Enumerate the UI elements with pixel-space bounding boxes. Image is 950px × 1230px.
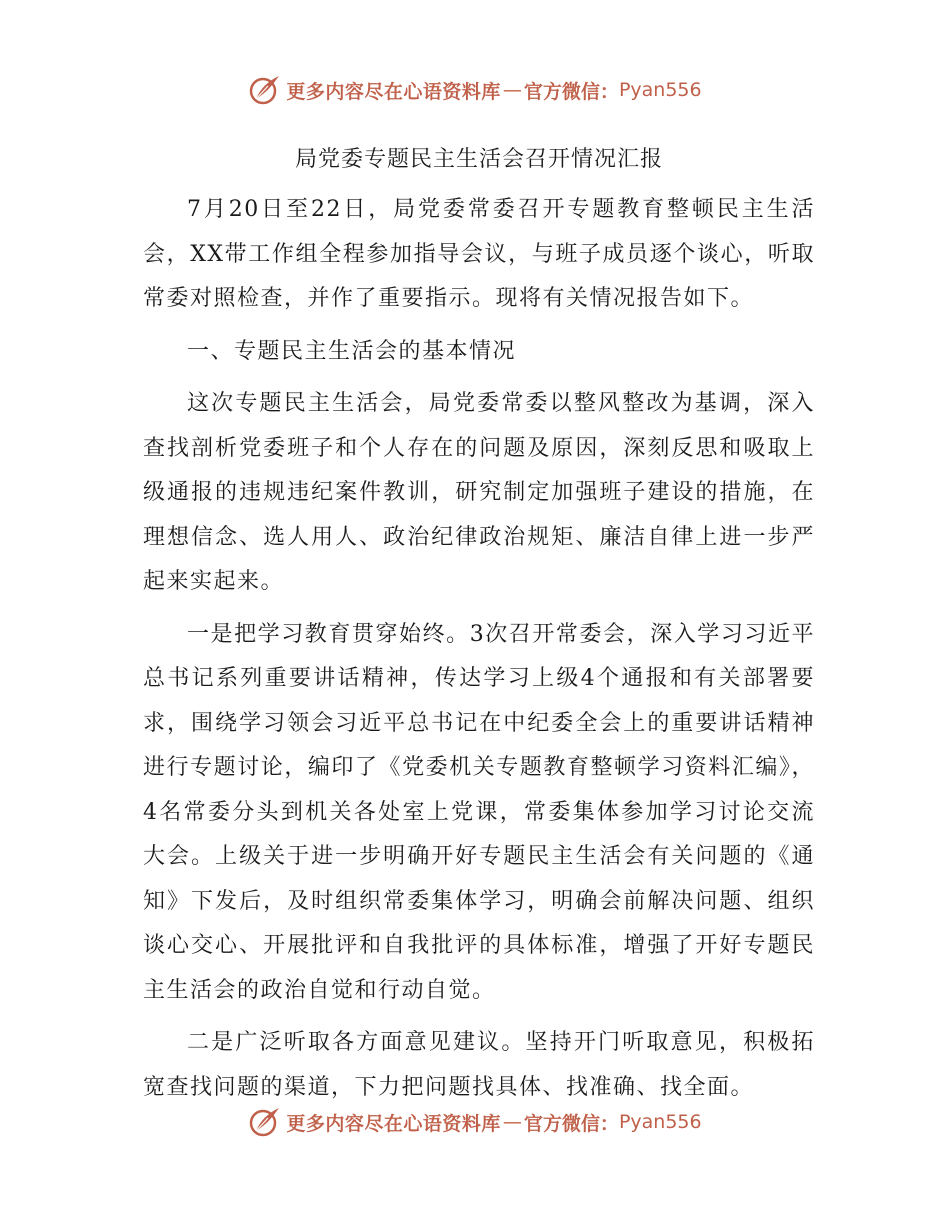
document-body [143,140,815,1118]
banner-site-text: 更多内容尽在心语资料库 [286,80,501,103]
banner-wechat-account: Pyan556 [618,79,702,101]
header-banner [0,68,950,112]
paragraph-opinions: 二是广泛听取各方面意见建议。坚持开门听取意见，积极拓宽查找问题的渠道，下力把问题找具体、找准确、找全面。 [143,1030,815,1100]
feather-pen-logo-icon [248,73,282,107]
footer-banner [0,1100,950,1144]
paragraph-overview: 这次专题民主生活会，局党委常委以整风整改为基调，深入查找剖析党委班子和个人存在的问题及原因，深刻反思和吸取上级通报的违规违纪案件教训，研究制定加强班子建设的措施，在理想信念、选人用人、政治纪律政治规矩、廉洁自律上进一步严起来实起来。 [143,391,815,594]
paragraph-study: 一是把学习教育贯穿始终。3次召开常委会，深入学习习近平总书记系列重要讲话精神，传达学习上级4个通报和有关部署要求，围绕学习领会习近平总书记在中纪委全会上的重要讲话精神进行专题讨论，编印了《党委机关专题教育整顿学习资料汇编》，4名常委分头到机关各处室上党课，常委集体参加学习讨论交流大会。上级关于进一步明确开好专题民主生活会有关问题的《通知》下发后，及时组织常委集体学习，明确会前解决问题、组织谈心交心、开展批评和自我批评的具体标准，增强了开好专题民主生活会的政治自觉和行动自觉。 [143,621,815,1003]
banner-wechat-label: 官方微信： [523,1112,619,1135]
feather-pen-logo-icon [248,1105,282,1139]
paragraph-intro: 7月20日至22日，局党委常委召开专题教育整顿民主生活会，XX带工作组全程参加指导会议，与班子成员逐个谈心，听取常委对照检查，并作了重要指示。现将有关情况报告如下。 [143,197,815,311]
banner-separator: — [502,1111,522,1133]
banner-separator: — [502,79,522,101]
section-heading: 一、专题民主生活会的基本情况 [187,338,517,364]
banner-wechat-label: 官方微信： [523,80,619,103]
document-title: 局党委专题民主生活会召开情况汇报 [294,147,663,172]
banner-site-text: 更多内容尽在心语资料库 [286,1112,501,1135]
banner-wechat-account: Pyan556 [618,1111,702,1133]
